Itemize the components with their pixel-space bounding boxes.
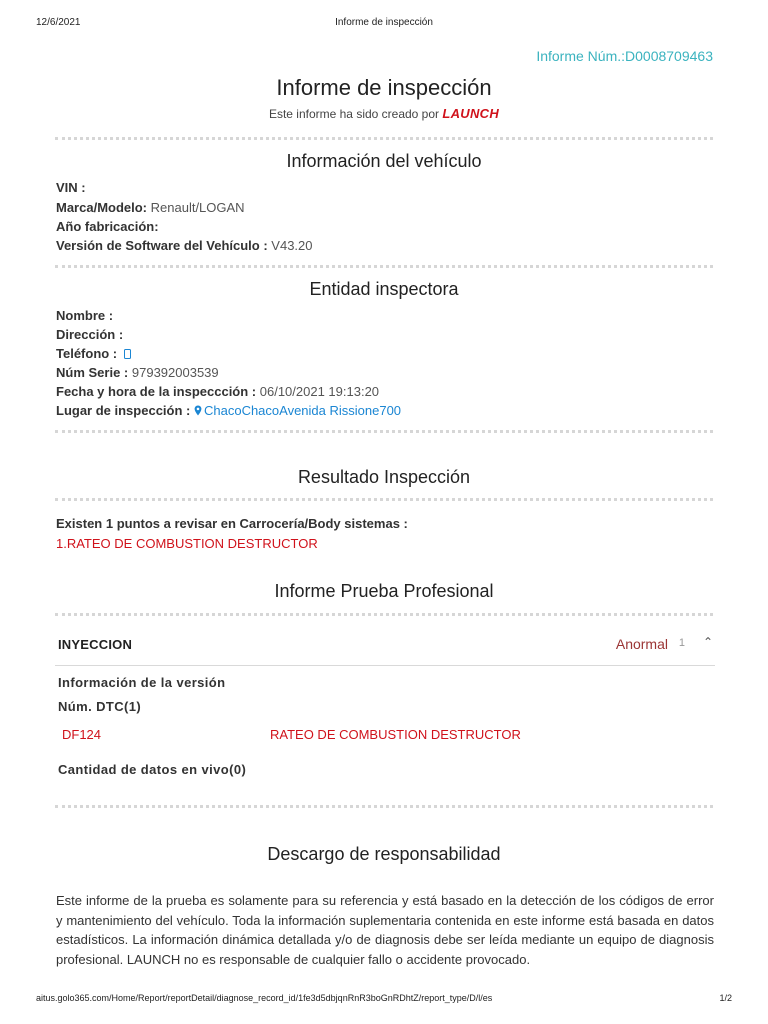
result-item: 1.RATEO DE COMBUSTION DESTRUCTOR [56,536,318,551]
dtc-code: DF124 [62,727,102,742]
chevron-up-icon[interactable]: ⌃ [702,635,713,649]
serial-label: Núm Serie : [56,365,129,380]
professional-heading: Informe Prueba Profesional [274,581,494,601]
inspector-name-field [56,308,113,323]
brand-logo: LAUNCH [442,106,500,121]
divider [55,137,713,140]
page-title: Informe de inspección [276,75,492,100]
live-data-heading: Cantidad de datos en vivo(0) [58,762,247,777]
year-label: Año fabricación: [56,219,159,234]
year-field [56,219,159,234]
inspector-address-field [56,327,123,342]
inspector-phone-label: Teléfono : [56,346,118,361]
divider [55,613,713,616]
make-model-label: Marca/Modelo: [56,200,148,215]
result-summary [56,516,408,531]
vin-field [56,180,86,195]
system-name: INYECCION [58,637,133,652]
print-date: 12/6/2021 [36,17,81,28]
status-badge: Anormal [615,636,668,652]
datetime-label: Fecha y hora de la inspeccción : [56,384,257,399]
inspector-name-label: Nombre : [56,308,114,323]
subtitle [0,106,768,121]
make-model-value: Renault/LOGAN [150,200,245,215]
dtc-description: RATEO DE COMBUSTION DESTRUCTOR [270,727,521,742]
vehicle-heading: Información del vehículo [286,151,482,171]
place-value: ChacoChacoAvenida Rissione700 [203,403,402,418]
vin-label: VIN : [56,180,86,195]
phone-icon[interactable] [124,349,131,359]
serial-value: 979392003539 [131,365,219,380]
make-model-field [56,200,245,215]
datetime-field [56,384,379,399]
subtitle-text: Este informe ha sido creado por [268,107,440,121]
print-title: Informe de inspección [335,17,433,28]
datetime-value: 06/10/2021 19:13:20 [259,384,380,399]
dtc-count-heading: Núm. DTC(1) [58,699,142,714]
place-label: Lugar de inspección : [56,403,191,418]
disclaimer-text: Este informe de la prueba es solamente para su referencia y está basado en la detección de los códigos de error y mantenimiento del vehículo. Toda la información suplementaria contenida en este informe está basada en datos estadísticos. La información dinámica detallada y/o de diagnosis debe ser leída mediante un equipo de diagnosis profesional. LAUNCH no es responsable de cualquier fallo o accidente provocado. [56,893,714,967]
location-pin-icon [194,405,202,416]
serial-field [56,365,219,380]
place-field [56,403,401,418]
fault-count: 1 [678,637,685,649]
system-row-inyeccion[interactable] [55,628,715,666]
report-number: Informe Núm.:D0008709463 [536,48,713,64]
divider [55,498,713,501]
divider [55,265,713,268]
software-version-value: V43.20 [271,238,313,253]
result-summary-text: Existen 1 puntos a revisar en Carrocería/Body sistemas : [56,516,408,531]
place-link[interactable] [194,403,401,418]
result-heading: Resultado Inspección [297,467,471,487]
page-number: 1/2 [719,993,732,1003]
inspector-address-label: Dirección : [56,327,124,342]
footer-url: aitus.golo365.com/Home/Report/reportDetail/diagnose_record_id/1fe3d5dbjqnRnR3boGnRDhtZ/report_type/D/l/es [36,993,493,1003]
software-version-label: Versión de Software del Vehículo : [56,238,268,253]
version-info-heading: Información de la versión [58,675,226,690]
software-version-field [56,238,313,253]
divider [55,805,713,808]
divider [55,430,713,433]
inspector-phone-field [56,346,131,361]
disclaimer-heading: Descargo de responsabilidad [267,844,501,864]
inspector-heading: Entidad inspectora [309,279,459,299]
